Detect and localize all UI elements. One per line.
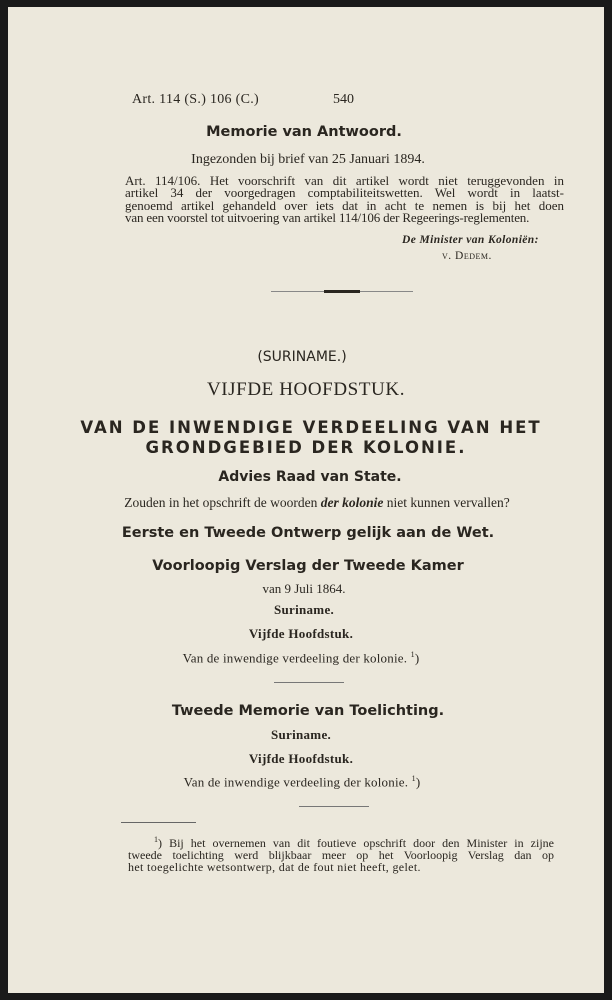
divider-left bbox=[271, 291, 324, 292]
advies-text-italic: der kolonie bbox=[320, 495, 384, 510]
toelichting-chapter: Vijfde Hoofdstuk. bbox=[248, 751, 354, 766]
page-number: 540 bbox=[333, 92, 354, 107]
verslag-text-main: Van de inwendige verdeeling der kolonie. bbox=[182, 650, 408, 666]
memorie-body-line: Art. 114/106. Het voorschrift van dit artikel wordt niet teruggevonden in bbox=[125, 173, 564, 188]
running-header-article: Art. 114 (S.) 106 (C.) bbox=[132, 92, 260, 107]
footnote-marker-close: ) bbox=[158, 836, 162, 850]
divider-center bbox=[324, 290, 360, 293]
memorie-body-line: artikel 34 der voorgedragen comptabiliteitswetten. Wel wordt in laatst- bbox=[125, 185, 564, 201]
advies-title: Advies Raad van State. bbox=[218, 469, 402, 485]
verslag-text bbox=[3, 650, 599, 666]
footnote-ref: 1 bbox=[411, 774, 416, 783]
toelichting-text bbox=[4, 774, 600, 790]
verslag-region: Suriname. bbox=[273, 602, 335, 617]
divider-right bbox=[360, 291, 413, 292]
ontwerp-title: Eerste en Tweede Ontwerp gelijk aan de Wet. bbox=[121, 525, 495, 541]
advies-text-after: niet kunnen vervallen? bbox=[383, 495, 510, 510]
verslag-title: Voorloopig Verslag der Tweede Kamer bbox=[152, 558, 464, 574]
section-title-line2: GRONDGEBIED DER KOLONIE. bbox=[145, 438, 467, 457]
toelichting-text-main: Van de inwendige verdeeling der kolonie. bbox=[183, 774, 409, 790]
footnote-line: het toegelichte wetsontwerp, dat de fout niet heeft, gelet. bbox=[128, 860, 421, 874]
memorie-body bbox=[125, 175, 564, 224]
document-page bbox=[8, 7, 604, 993]
chapter-heading: VIJFDE HOOFDSTUK. bbox=[206, 379, 406, 400]
divider-short bbox=[299, 806, 369, 807]
footnote bbox=[128, 834, 554, 873]
region-heading: (SURINAME.) bbox=[257, 349, 347, 365]
memorie-body-line: van een voorstel tot uitvoering van artikel 114/106 der Regeerings-reglementen. bbox=[125, 209, 530, 225]
verslag-date: van 9 Juli 1864. bbox=[262, 581, 346, 596]
toelichting-region: Suriname. bbox=[270, 727, 332, 742]
advies-text bbox=[19, 495, 612, 511]
signature-name: v. Dedem. bbox=[442, 250, 492, 262]
divider-short bbox=[274, 682, 344, 683]
footnote-ref-close: ) bbox=[415, 774, 421, 790]
footnote-line bbox=[128, 834, 554, 849]
memorie-submitted: Ingezonden bij brief van 25 Januari 1894. bbox=[191, 152, 425, 167]
section-title-line1: VAN DE INWENDIGE VERDEELING VAN HET bbox=[80, 418, 542, 437]
footnote-ref: 1 bbox=[410, 650, 415, 659]
memorie-body-line: genoemd artikel gehandeld over iets dat in acht te nemen is bij het doen bbox=[125, 197, 564, 213]
memorie-title: Memorie van Antwoord. bbox=[206, 124, 402, 140]
footnote-rule bbox=[121, 822, 196, 823]
footnote-text: Bij het overnemen van dit foutieve opschrift door den Minister in zijne bbox=[162, 836, 554, 850]
signature-role: De Minister van Koloniën: bbox=[402, 234, 539, 246]
footnote-ref-close: ) bbox=[414, 650, 420, 666]
verslag-chapter: Vijfde Hoofdstuk. bbox=[248, 626, 354, 641]
toelichting-title: Tweede Memorie van Toelichting. bbox=[171, 703, 445, 719]
footnote-marker: 1 bbox=[154, 835, 158, 844]
advies-text-before: Zouden in het opschrift de woorden bbox=[124, 495, 321, 510]
footnote-line: tweede toelichting werd blijkbaar meer op het Voorloopig Verslag dan op bbox=[128, 848, 554, 862]
